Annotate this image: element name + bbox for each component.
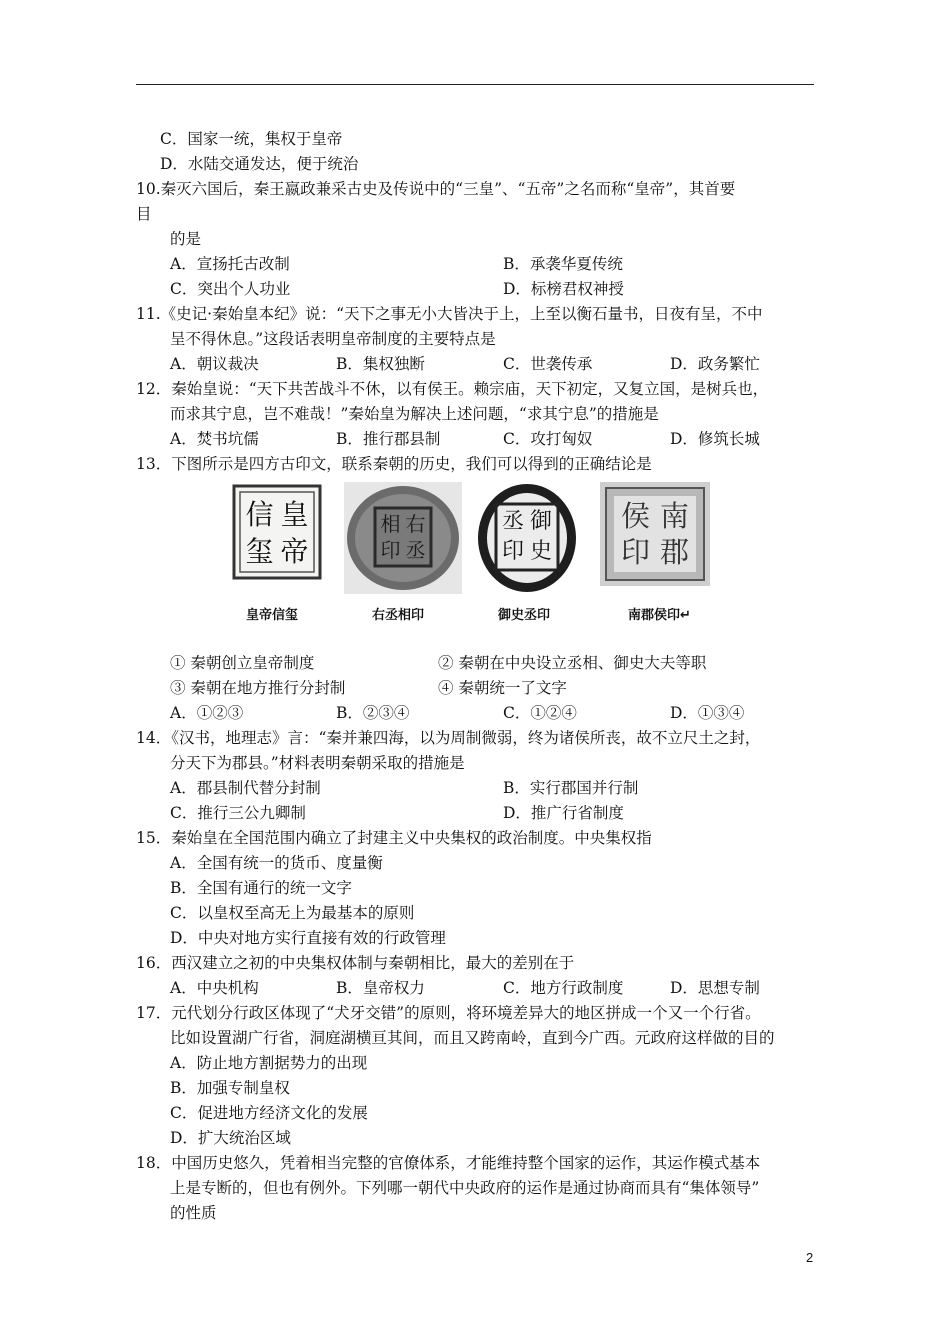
- seal-glyph: 南: [659, 499, 689, 533]
- seal-glyph: 印: [620, 535, 650, 569]
- seal-glyphs: [616, 498, 694, 570]
- text-line: D．标榜君权神授: [503, 280, 624, 298]
- text-line: C．世袭传承: [503, 355, 593, 373]
- seal-glyph: 玺: [245, 535, 274, 568]
- seal-image-4: [600, 482, 710, 586]
- text-line: 11.《史记·秦始皇本纪》说：“天下之事无小大皆决于上，上至以衡石量书，日夜有呈，不中: [136, 305, 763, 323]
- text-line: 12．秦始皇说：“天下共苦战斗不休，以有侯王。赖宗庙，天下初定，又复立国，是树兵也，: [136, 380, 769, 398]
- text-line: 目: [136, 205, 152, 223]
- text-line: A．全国有统一的货币、度量衡: [170, 854, 383, 872]
- seal-glyphs: [378, 511, 428, 563]
- text-line: ② 秦朝在中央设立丞相、御史大夫等职: [438, 654, 707, 672]
- seal-caption-1: 皇帝信玺: [246, 608, 299, 623]
- text-line: A．焚书坑儒: [170, 430, 259, 448]
- text-line: 16．西汉建立之初的中央集权体制与秦朝相比，最大的差别在于: [136, 954, 575, 972]
- text-line: C．推行三公九卿制: [170, 804, 306, 822]
- seal-glyph: 丞: [501, 509, 524, 534]
- seal-glyphs: [242, 496, 312, 570]
- seal-caption-3: 御史丞印: [498, 608, 551, 623]
- text-line: B．推行郡县制: [336, 430, 441, 448]
- text-line: 13．下图所示是四方古印文，联系秦朝的历史，我们可以得到的正确结论是: [136, 455, 652, 473]
- seal-glyph: 信: [245, 498, 274, 531]
- text-line: A．郡县制代替分封制: [170, 779, 321, 797]
- seal-glyph: 丞: [405, 538, 426, 562]
- text-line: D．扩大统治区域: [170, 1129, 291, 1147]
- seal-glyph: 皇: [280, 498, 309, 531]
- text-line: 上是专断的，但也有例外。下列哪一朝代中央政府的运作是通过协商而具有“集体领导”: [170, 1179, 760, 1197]
- seal-image-2: [344, 482, 462, 594]
- text-line: D．修筑长城: [670, 430, 760, 448]
- text-line: D．思想专制: [670, 979, 760, 997]
- text-line: C．以皇权至高无上为最基本的原则: [170, 904, 415, 922]
- text-line: A．①②③: [170, 704, 244, 722]
- text-line: A．防止地方割据势力的出现: [170, 1054, 368, 1072]
- text-line: B．皇帝权力: [336, 979, 425, 997]
- text-line: ③ 秦朝在地方推行分封制: [170, 679, 346, 697]
- text-line: ④ 秦朝统一了文字: [438, 679, 567, 697]
- text-line: 15．秦始皇在全国范围内确立了封建主义中央集权的政治制度。中央集权指: [136, 829, 652, 847]
- text-line: B．加强专制皇权: [170, 1079, 290, 1097]
- seal-glyph: 帝: [280, 535, 309, 568]
- text-line: B．实行郡国并行制: [503, 779, 639, 797]
- seal-caption-4: 南郡侯印↵: [628, 608, 691, 623]
- text-line: 10.秦灭六国后，秦王嬴政兼采古史及传说中的“三皇”、“五帝”之名而称“皇帝”，其首要: [136, 180, 736, 198]
- text-line: 分天下为郡县。”材料表明秦朝采取的措施是: [170, 754, 465, 772]
- text-line: 14．《汉书，地理志》言：“秦并兼四海，以为周制微弱，终为诸侯所丧，故不立尺土之封，: [136, 729, 761, 747]
- text-line: D．推广行省制度: [503, 804, 624, 822]
- seal-glyph: 相: [380, 512, 401, 536]
- text-line: C．攻打匈奴: [503, 430, 593, 448]
- text-line: 的性质: [170, 1204, 217, 1222]
- seal-caption-2: 右丞相印: [372, 608, 425, 623]
- seal-glyph: 郡: [659, 535, 689, 569]
- text-line: B．全国有通行的统一文字: [170, 879, 352, 897]
- text-line: C．突出个人功业: [170, 280, 291, 298]
- seal-glyph: 印: [501, 539, 524, 564]
- text-line: A．朝议裁决: [170, 355, 259, 373]
- header-rule: [136, 84, 814, 85]
- text-line: A．中央机构: [170, 979, 259, 997]
- text-line: D．水陆交通发达，便于统治: [160, 155, 359, 173]
- text-line: C．地方行政制度: [503, 979, 624, 997]
- text-line: ① 秦朝创立皇帝制度: [170, 654, 315, 672]
- text-line: C．促进地方经济文化的发展: [170, 1104, 368, 1122]
- text-line: D．①③④: [670, 704, 745, 722]
- text-line: 17．元代划分行政区体现了“犬牙交错”的原则，将环境差异大的地区拼成一个又一个行省。: [136, 1004, 761, 1022]
- seal-image-3: [476, 482, 578, 594]
- seal-glyph: 史: [529, 539, 552, 564]
- text-line: 的是: [170, 230, 202, 248]
- text-line: 呈不得休息。”这段话表明皇帝制度的主要特点是: [170, 330, 496, 348]
- text-line: 18．中国历史悠久，凭着相当完整的官僚体系，才能维持整个国家的运作，其运作模式基本: [136, 1154, 761, 1172]
- text-line: D．政务繁忙: [670, 355, 760, 373]
- text-line: C．国家一统，集权于皇帝: [160, 130, 343, 148]
- seal-glyph: 御: [529, 509, 552, 534]
- text-line: C．①②④: [503, 704, 577, 722]
- seal-glyph: 侯: [620, 499, 650, 533]
- text-line: B．②③④: [336, 704, 410, 722]
- text-line: B．集权独断: [336, 355, 425, 373]
- seal-glyph: 印: [380, 538, 401, 562]
- seal-glyphs: [499, 507, 555, 567]
- text-line: B．承袭华夏传统: [503, 255, 623, 273]
- text-line: 而求其宁息，岂不难哉！”秦始皇为解决上述问题，“求其宁息”的措施是: [170, 405, 659, 423]
- seal-image-1: [232, 482, 322, 582]
- text-line: 比如设置湖广行省，洞庭湖横亘其间，而且又跨南岭，直到今广西。元政府这样做的目的: [170, 1029, 775, 1047]
- seal-glyph: 右: [405, 512, 426, 536]
- text-line: A．宣扬托古改制: [170, 255, 290, 273]
- text-line: D．中央对地方实行直接有效的行政管理: [170, 929, 446, 947]
- page-number: 2: [806, 1250, 814, 1265]
